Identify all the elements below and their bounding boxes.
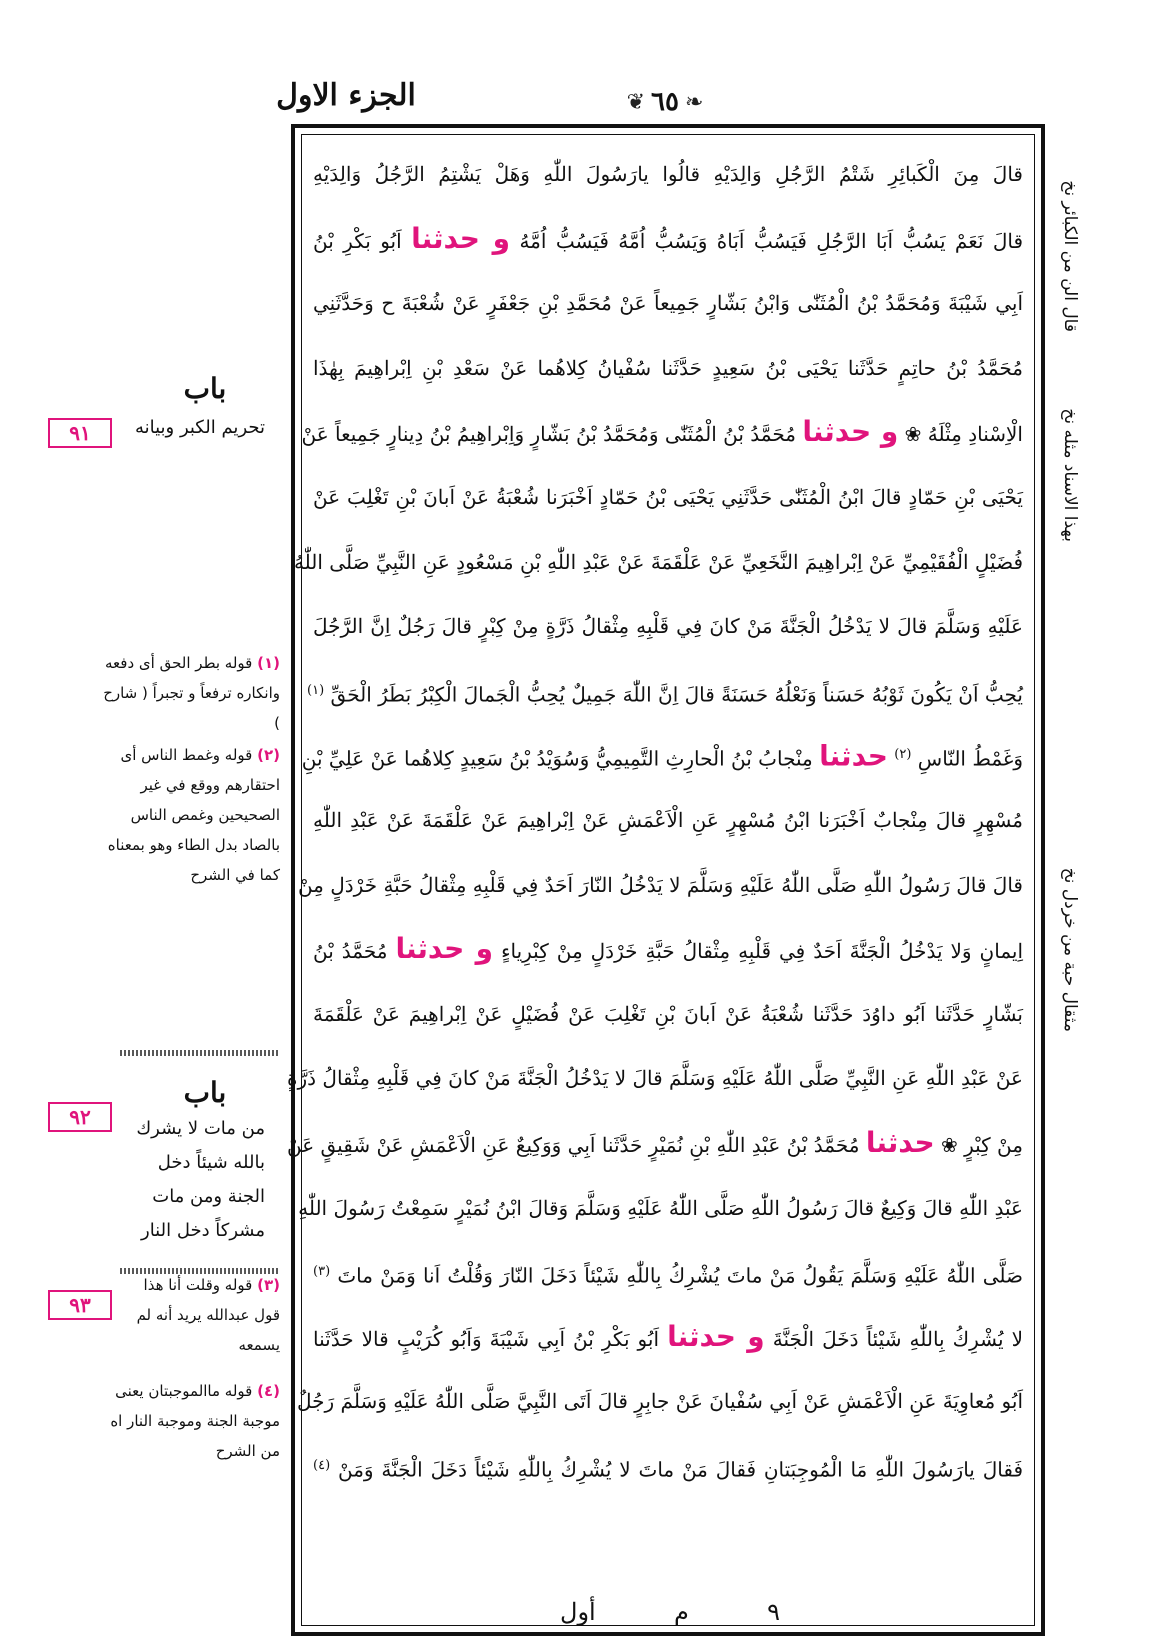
text-line-segment: اَبُو مُعاوِيَةَ عَنِ الْاَعْمَشِ عَنْ اَبِي سُفْيانَ عَنْ جابِرٍ قالَ اَتَى النَّبِيَّ صَلَّى اللّٰهُ عَلَيْهِ وَسَلَّمَ رَجُلٌ: [296, 1389, 1023, 1414]
footer-signature: [560, 1592, 780, 1632]
bab-label: باب: [183, 372, 227, 405]
text-line-segment: مُحَمَّدُ بْنُ حاتِمٍ حَدَّثَنا يَحْيَى بْنُ سَعِيدٍ حَدَّثَنا سُفْيانُ كِلاهُما عَنْ سَعْدِ بْنِ اِبْراهِيمَ بِهٰذَا: [313, 355, 1023, 380]
right-margin-note: بهذا الاسناد مثله نخ: [1060, 408, 1080, 542]
footnote-number: (١): [257, 654, 280, 672]
haddathana-keyword: حدثنا: [819, 740, 888, 773]
text-line: [313, 982, 1023, 1047]
text-line-segment: قالَ مِنَ الْكَبائِرِ شَتْمُ الرَّجُلِ وَالِدَيْهِ قالُوا يارَسُولَ اللّٰهِ وَهَلْ يَشْتِمُ الرَّجُلُ وَالِدَيْهِ: [313, 162, 1023, 186]
page-number-block: [590, 84, 740, 120]
text-line: [298, 1176, 1023, 1241]
footnote-marker: (١): [307, 682, 325, 698]
text-line-segment: الْاِسْنادِ مِثْلَهُ ❀: [904, 422, 1023, 447]
text-line: [313, 917, 1023, 982]
text-line-segment: لا يُشْرِكُ بِاللّٰهِ شَيْئاً دَخَلَ الْجَنَّةَ: [772, 1326, 1024, 1351]
main-text-frame: [286, 124, 1045, 1636]
text-line: [313, 207, 1023, 272]
text-line: [313, 788, 1023, 853]
footer-signature-part: م: [673, 1598, 689, 1626]
chapter-number-box: ٩٣: [48, 1290, 112, 1320]
text-line-segment: بَشّارٍ حَدَّثَنا اَبُو داوُدَ حَدَّثَنا شُعْبَةُ عَنْ اَبانَ بْنِ تَغْلِبَ عَنْ فُضَيْلٍ عَنْ اِبْراهِيمَ عَنْ عَلْقَمَةَ: [313, 1001, 1023, 1026]
divider: [120, 1050, 280, 1056]
text-line-segment: مِنْ كِبْرٍ ❀: [940, 1132, 1023, 1157]
footer-signature-part: ٩: [767, 1598, 780, 1626]
haddathana-keyword: حدثنا: [865, 1125, 935, 1159]
text-line-segment: مُسْهِرٍ قالَ مِنْجابٌ اَخْبَرَنا ابْنُ مُسْهِرٍ عَنِ الْاَعْمَشِ عَنْ اِبْراهِيمَ عَنْ عَلْقَمَةَ عَنْ عَبْدِ اللّٰهِ: [313, 807, 1023, 832]
text-line: [313, 271, 1023, 336]
hadith-text: [286, 142, 1024, 1498]
text-line-segment: يُحِبُّ اَنْ يَكُونَ ثَوْبُهُ حَسَناً وَنَعْلُهُ حَسَنَةً قالَ اِنَّ اللّٰهَ جَمِيلٌ يُحِبُّ الْجَمالَ الْكِبْرُ بَطَرُ الْحَقِّ: [330, 682, 1023, 707]
juz-title: الجزء الاول: [276, 78, 416, 113]
chapter-number-box: ٩١: [48, 418, 112, 448]
text-line: [287, 1046, 1023, 1111]
chapter-title: من مات لا يشرك بالله شيئاً دخل الجنة ومن مات مشركاً دخل النار: [136, 1118, 265, 1241]
footnote-text: قوله وغمط الناس أى احتقارهم ووقع في غير الصحيحين وغمص الناس بالصاد بدل الطاء وهو بمعناه كما في الشرح: [107, 746, 280, 884]
text-line: [313, 1240, 1023, 1305]
text-line-segment: عَنْ عَبْدِ اللّٰهِ عَنِ النَّبِيِّ صَلَّى اللّٰهُ عَلَيْهِ وَسَلَّمَ قالَ لا يَدْخُلُ الْجَنَّةَ مَنْ كانَ فِي قَلْبِهِ مِثْقالُ ذَرَّةٍ: [287, 1066, 1023, 1091]
text-line-segment: اِيمانٍ وَلا يَدْخُلُ الْجَنَّةَ اَحَدٌ فِي قَلْبِهِ مِثْقالُ حَبَّةِ خَرْدَلٍ مِنْ كِبْرِياءٍ: [501, 939, 1024, 964]
text-line-segment: مُحَمَّدُ بْنُ: [313, 939, 388, 964]
text-line-segment: قالَ نَعَمْ يَسُبُّ اَبَا الرَّجُلِ فَيَسُبُّ اَبَاهُ وَيَسُبُّ اُمَّهُ فَيَسُبُّ اُمَّهُ: [519, 228, 1024, 253]
footnote-marker: (٣): [313, 1264, 331, 1280]
footnote-number: (٣): [257, 1276, 280, 1294]
footnote: [100, 648, 280, 738]
footer-signature-part: أول: [560, 1598, 596, 1626]
footnote: [100, 740, 280, 890]
footnote-marker: (٢): [894, 747, 912, 763]
ornament-left-icon: ❦: [626, 89, 646, 115]
text-line: [293, 530, 1023, 595]
haddathana-keyword: و حدثنا: [395, 932, 494, 966]
text-line-segment: عَبْدِ اللّٰهِ قالَ وَكِيعٌ قالَ رَسُولُ اللّٰهِ صَلَّى اللّٰهُ عَلَيْهِ وَسَلَّمَ وَقالَ ابْنُ نُمَيْرٍ سَمِعْتُ رَسُولَ اللّٰهِ: [298, 1195, 1023, 1220]
page-number: ٦٥: [651, 87, 679, 117]
text-line-segment: اَبُو بَكْرِ بْنُ: [313, 228, 402, 253]
text-line-segment: اَبُو بَكْرِ بْنُ اَبِي شَيْبَةَ وَاَبُو كُرَيْبٍ قالا حَدَّثَنا: [313, 1326, 660, 1351]
text-line-segment: فُضَيْلٍ الْفُقَيْمِيِّ عَنْ اِبْراهِيمَ النَّخَعِيِّ عَنْ عَلْقَمَةَ عَنْ عَبْدِ اللّٰهِ بْنِ مَسْعُودٍ عَنِ النَّبِيِّ صَلَّى اللّٰهُ: [293, 549, 1023, 574]
text-line: [313, 465, 1023, 530]
footnote: [100, 1376, 280, 1466]
footnote-text: قوله ماالموجبتان يعنى موجبة الجنة وموجبة النار اه من الشرح: [110, 1382, 280, 1460]
text-line: [301, 400, 1023, 465]
text-line: [313, 142, 1023, 207]
text-line: [301, 723, 1023, 788]
text-line-segment: مُحَمَّدُ بْنُ عَبْدِ اللّٰهِ بْنِ نُمَيْرٍ حَدَّثَنا اَبِي وَوَكِيعٌ عَنِ الْاَعْمَشِ عَنْ شَقِيقٍ عَنْ: [286, 1132, 860, 1157]
chapter-title: تحريم الكبر وبيانه: [134, 417, 265, 438]
text-line-segment: مُحَمَّدُ بْنُ الْمُثَنّٰى وَمُحَمَّدُ بْنُ بَشّارٍ وَاِبْراهِيمُ بْنُ دِينارٍ جَمِيعاً عَنْ: [301, 422, 796, 447]
footnote-number: (٢): [257, 746, 280, 764]
footnote-marker: (٤): [313, 1457, 331, 1473]
text-line: [307, 659, 1023, 724]
text-line-segment: يَحْيَى بْنِ حَمّادٍ قالَ ابْنُ الْمُثَنّٰى حَدَّثَنِي يَحْيَى بْنُ حَمّادٍ اَخْبَرَنا شُعْبَةُ عَنْ اَبانَ بْنِ تَغْلِبَ عَنْ: [313, 484, 1023, 509]
haddathana-keyword: و حدثنا: [411, 221, 511, 255]
text-line-segment: وَغَمْطُ النّاسِ: [917, 747, 1023, 771]
footnote-text: قوله وقلت أنا هذا قول عبدالله يريد أنه لم يسمعه: [136, 1276, 280, 1354]
text-line-segment: مِنْجابُ بْنُ الْحارِثِ التَّمِيمِيُّ وَسُوَيْدُ بْنُ سَعِيدٍ كِلاهُما عَنْ عَلِيِّ بْنِ: [301, 747, 813, 771]
text-line: [313, 594, 1023, 659]
right-margin-note: قال الن من الكبائر نخ: [1060, 180, 1080, 332]
text-line-segment: صَلَّى اللّٰهُ عَلَيْهِ وَسَلَّمَ يَقُولُ مَنْ ماتَ يُشْرِكُ بِاللّٰهِ شَيْئاً دَخَلَ النّارَ وَقُلْتُ اَنا وَمَنْ ماتَ: [337, 1263, 1024, 1288]
ornament-right-icon: ❧: [684, 89, 704, 115]
text-line: [286, 1111, 1023, 1176]
text-line: [313, 1305, 1023, 1370]
footnote-number: (٤): [257, 1382, 280, 1400]
text-line-segment: اَبِي شَيْبَةَ وَمُحَمَّدُ بْنُ الْمُثَنّٰى وَابْنُ بَشّارٍ جَمِيعاً عَنْ مُحَمَّدِ بْنِ جَعْفَرٍ عَنْ شُعْبَةَ ح وَحَدَّثَنِي: [313, 291, 1023, 316]
haddathana-keyword: و حدثنا: [802, 415, 899, 449]
bab-label: باب: [183, 1076, 227, 1109]
footnote-text: قوله بطر الحق أى دفعه وانكاره ترفعاً و تجبراً ( شارح ): [103, 654, 280, 732]
right-margin-note: مثقال حبة من خردل نخ: [1060, 867, 1080, 1032]
chapter-number-box: ٩٢: [48, 1102, 112, 1132]
text-line: [313, 1434, 1023, 1499]
text-line-segment: عَلَيْهِ وَسَلَّمَ قالَ لا يَدْخُلُ الْجَنَّةَ مَنْ كانَ فِي قَلْبِهِ مِثْقالُ ذَرَّةٍ مِنْ كِبْرٍ قالَ رَجُلٌ اِنَّ الرَّجُلَ: [313, 614, 1023, 639]
text-line: [297, 853, 1023, 918]
footnote: [125, 1270, 280, 1360]
haddathana-keyword: و حدثنا: [667, 1319, 765, 1353]
text-line-segment: فَقالَ يارَسُولَ اللّٰهِ مَا الْمُوجِبَتانِ فَقالَ مَنْ ماتَ لا يُشْرِكُ بِاللّٰهِ شَيْئاً دَخَلَ الْجَنَّةَ وَمَنْ: [337, 1457, 1023, 1482]
text-line-segment: قالَ قالَ رَسُولُ اللّٰهِ صَلَّى اللّٰهُ عَلَيْهِ وَسَلَّمَ لا يَدْخُلُ النّارَ اَحَدٌ فِي قَلْبِهِ مِثْقالُ حَبَّةِ خَرْدَلٍ مِنْ: [297, 872, 1023, 897]
text-line: [296, 1369, 1023, 1434]
text-line: [313, 336, 1023, 401]
